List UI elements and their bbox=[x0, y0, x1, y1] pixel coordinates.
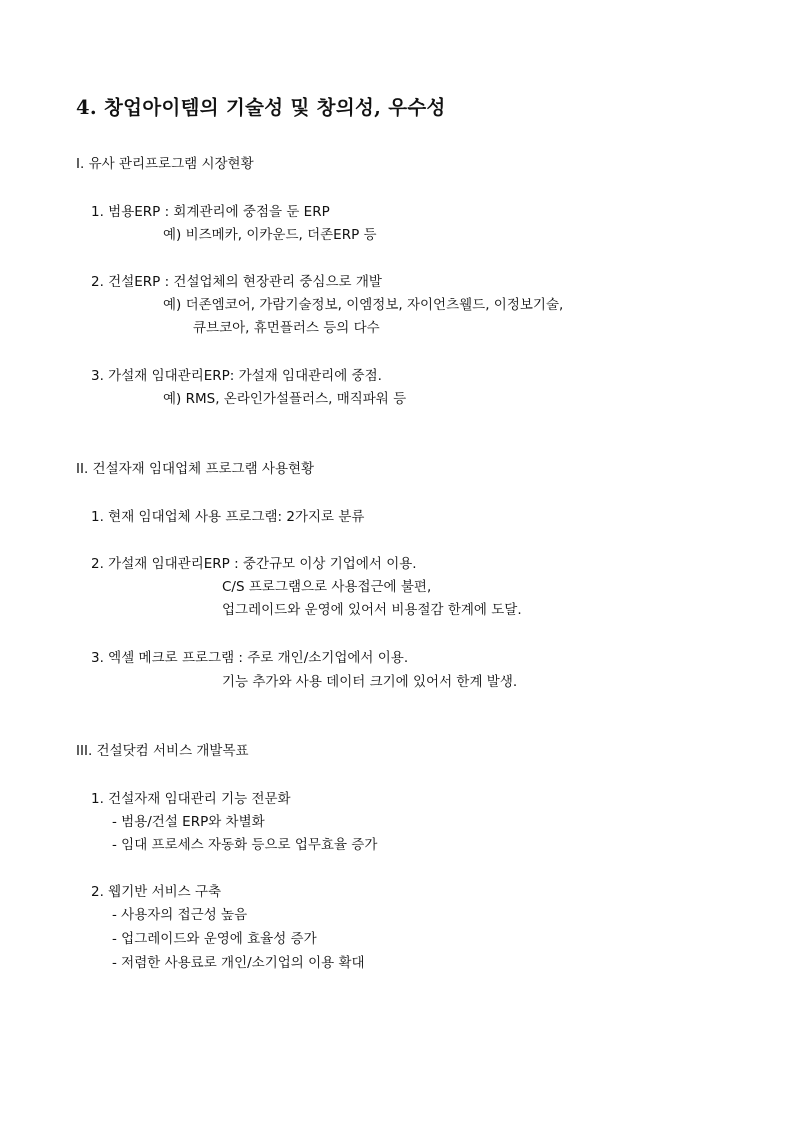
list-item: 1. 건설자재 임대관리 기능 전문화 bbox=[91, 791, 291, 807]
bullet-item: - 업그레이드와 운영에 효율성 증가 bbox=[112, 931, 317, 947]
list-item: 1. 범용ERP : 회계관리에 중점을 둔 ERP bbox=[91, 204, 330, 220]
list-item-example: 예) 더존엠코어, 가람기술정보, 이엠정보, 자이언츠웰드, 이정보기술, bbox=[163, 297, 564, 313]
list-item-continuation: C/S 프로그램으로 사용접근에 불편, bbox=[222, 579, 432, 595]
list-item: 2. 가설재 임대관리ERP : 중간규모 이상 기업에서 이용. bbox=[91, 556, 417, 572]
list-item-continuation: 업그레이드와 운영에 있어서 비용절감 한계에 도달. bbox=[222, 602, 522, 618]
bullet-item: - 사용자의 접근성 높음 bbox=[112, 907, 248, 923]
page-title: 4. 창업아이템의 기술성 및 창의성, 우수성 bbox=[76, 96, 446, 119]
list-item: 2. 웹기반 서비스 구축 bbox=[91, 884, 222, 900]
bullet-item: - 범용/건설 ERP와 차별화 bbox=[112, 814, 265, 830]
list-item-example: 예) 비즈메카, 이카운드, 더존ERP 등 bbox=[163, 227, 377, 243]
section-heading: II. 건설자재 임대업체 프로그램 사용현황 bbox=[76, 461, 315, 477]
list-item-example: 예) RMS, 온라인가설플러스, 매직파워 등 bbox=[163, 391, 407, 407]
section-heading: I. 유사 관리프로그램 시장현황 bbox=[76, 156, 254, 172]
list-item: 1. 현재 임대업체 사용 프로그램: 2가지로 분류 bbox=[91, 509, 365, 525]
list-item: 3. 엑셀 메크로 프로그램 : 주로 개인/소기업에서 이용. bbox=[91, 650, 409, 666]
list-item-continuation: 기능 추가와 사용 데이터 크기에 있어서 한계 발생. bbox=[222, 674, 518, 690]
list-item-example: 큐브코아, 휴먼플러스 등의 다수 bbox=[193, 320, 380, 336]
section-heading: III. 건설닷컴 서비스 개발목표 bbox=[76, 743, 249, 759]
bullet-item: - 저렴한 사용료로 개인/소기업의 이용 확대 bbox=[112, 955, 365, 971]
list-item: 2. 건설ERP : 건설업체의 현장관리 중심으로 개발 bbox=[91, 274, 382, 290]
list-item: 3. 가설재 임대관리ERP: 가설재 임대관리에 중점. bbox=[91, 368, 382, 384]
bullet-item: - 임대 프로세스 자동화 등으로 업무효율 증가 bbox=[112, 837, 378, 853]
